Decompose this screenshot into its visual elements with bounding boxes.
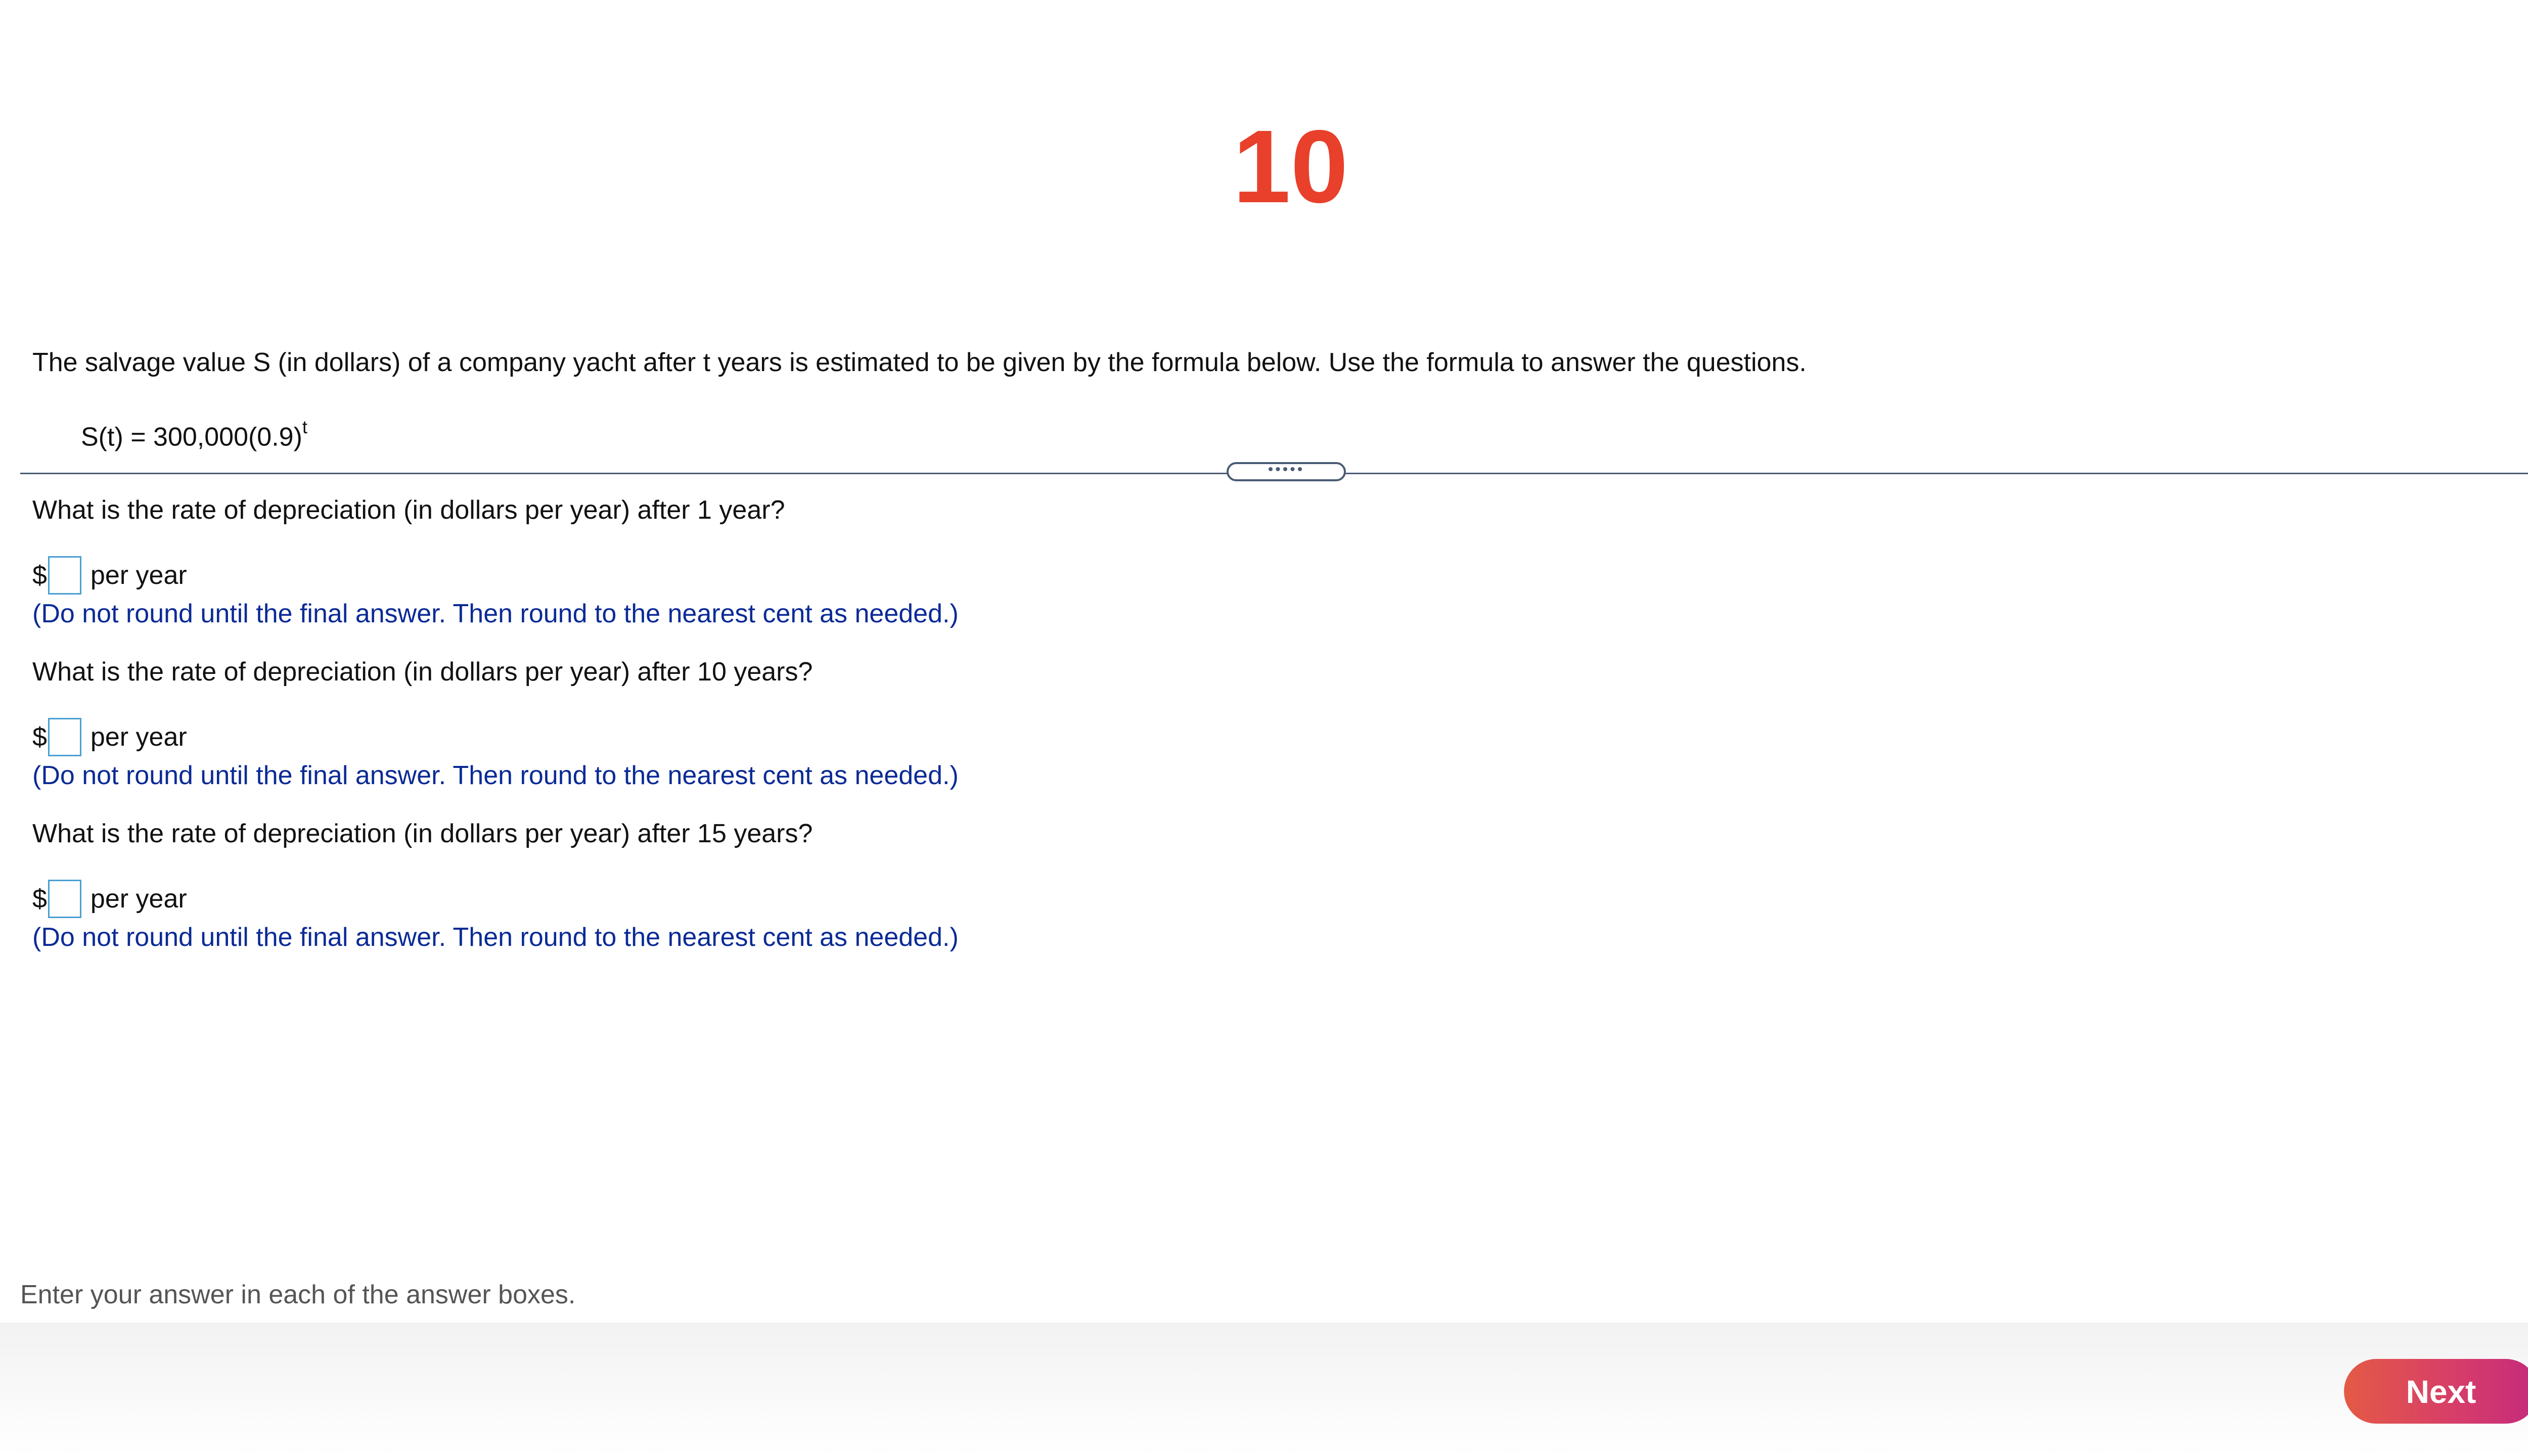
question-prompt-2: What is the rate of depreciation (in dollars per year) after 10 years? [32,657,813,687]
answer-row-1 [32,555,187,596]
next-button[interactable]: Next [2344,1359,2528,1424]
dollar-sign: $ [32,561,47,590]
question-number: 10 [1233,109,1348,224]
status-message: Enter your answer in each of the answer boxes. [20,1280,576,1309]
footer-bar [0,1323,2528,1456]
dollar-sign: $ [32,722,47,752]
answer-input-1[interactable] [48,556,81,595]
rounding-hint-2: (Do not round until the final answer. Then round to the nearest cent as needed.) [32,761,959,790]
answer-input-3[interactable] [48,880,81,918]
formula [81,415,307,452]
rounding-hint-3: (Do not round until the final answer. Then round to the nearest cent as needed.) [32,923,959,952]
answer-input-2[interactable] [48,718,81,756]
question-prompt-1: What is the rate of depreciation (in dollars per year) after 1 year? [32,495,785,525]
problem-intro: The salvage value S (in dollars) of a company yacht after t years is estimated to be given by the formula below. Use the formula to answer the questions. [32,348,1807,377]
rounding-hint-1: (Do not round until the final answer. Then round to the nearest cent as needed.) [32,599,959,628]
expand-handle[interactable]: ••••• [1227,462,1346,481]
answer-row-2 [32,717,187,757]
unit-label: per year [90,722,187,752]
answer-row-3 [32,879,187,919]
unit-label: per year [90,884,187,914]
unit-label: per year [90,561,187,590]
formula-exponent: t [302,417,307,437]
formula-base: S(t) = 300,000(0.9) [81,422,302,452]
dollar-sign: $ [32,884,47,914]
question-prompt-3: What is the rate of depreciation (in dollars per year) after 15 years? [32,819,813,848]
